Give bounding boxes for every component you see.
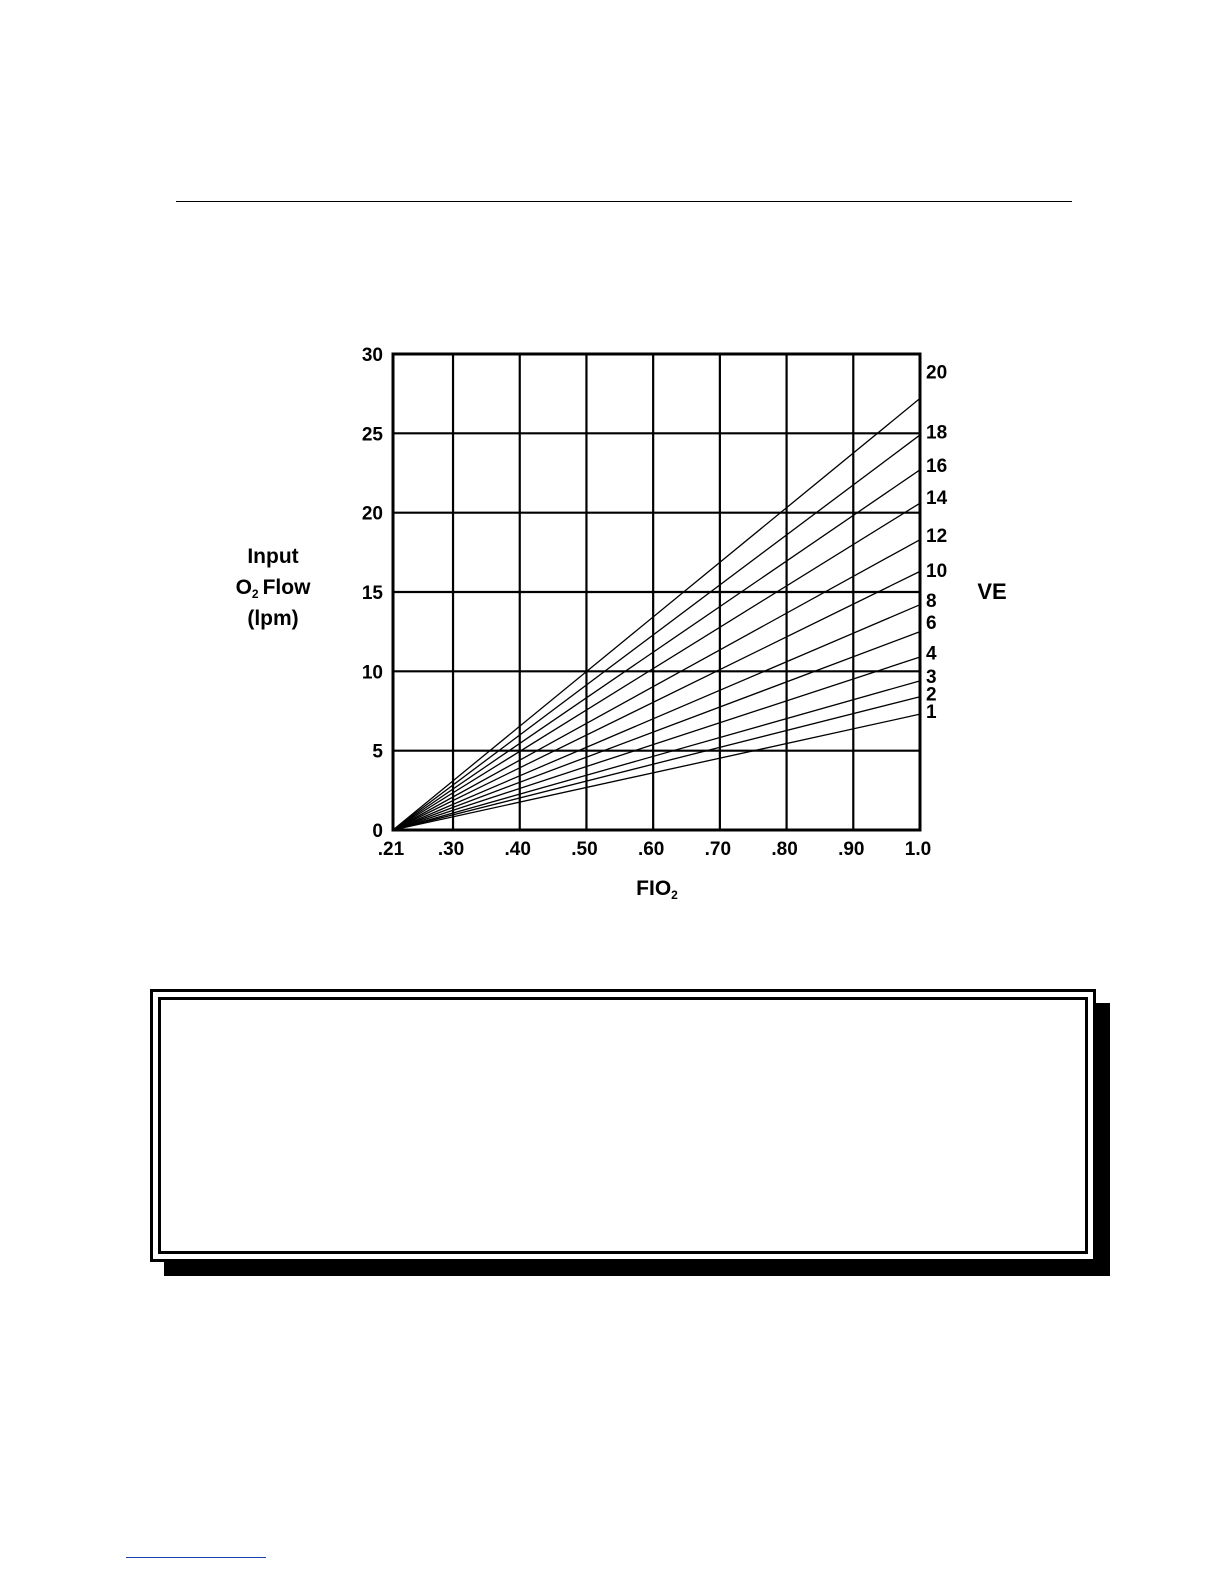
x-tick-label: .50 [571, 839, 598, 860]
series-label-ve-16: 16 [926, 456, 948, 478]
series-line-ve-10 [393, 571, 920, 830]
chart-series [393, 398, 920, 830]
x-tick-label: .60 [637, 839, 665, 860]
series-label-ve-12: 12 [926, 525, 948, 547]
y-axis-label-flow: Flow [262, 576, 311, 599]
y-tick-label: 5 [372, 741, 383, 763]
y-axis-label-line1: Input [247, 545, 299, 568]
series-line-ve-20 [393, 398, 920, 830]
y-axis-label-line2 [236, 576, 312, 601]
y-tick-label: 25 [361, 424, 383, 446]
series-line-ve-6 [393, 632, 920, 830]
y-tick-label: 30 [361, 345, 383, 366]
series-line-ve-1 [393, 714, 920, 830]
series-line-ve-18 [393, 435, 920, 830]
series-label-ve-6: 6 [926, 613, 937, 635]
x-tick-label: .70 [704, 839, 732, 860]
x-axis-label-subscript: 2 [671, 888, 678, 902]
y-tick-label: 0 [372, 821, 383, 842]
series-line-ve-16 [393, 470, 920, 830]
series-line-ve-12 [393, 540, 920, 830]
note-box [150, 989, 1096, 1262]
x-tick-labels [378, 839, 931, 860]
series-line-ve-3 [393, 681, 920, 830]
series-label-ve-4: 4 [926, 643, 937, 665]
y-tick-labels [362, 345, 384, 842]
series-label-ve-2: 2 [926, 684, 937, 706]
x-tick-label: .90 [838, 839, 865, 860]
note-box-inner [158, 997, 1088, 1254]
series-label-ve-20: 20 [926, 362, 948, 384]
chart-grid [393, 354, 920, 830]
x-axis-label-main: FIO [636, 877, 672, 900]
series-label-ve-14: 14 [926, 487, 948, 509]
ve-label: VE [977, 579, 1007, 604]
series-line-ve-14 [393, 503, 920, 830]
x-tick-label: 1.0 [904, 839, 932, 860]
x-tick-label: .80 [771, 839, 798, 860]
x-axis-label [636, 877, 678, 902]
series-label-ve-18: 18 [926, 422, 948, 444]
x-tick-label: .40 [504, 839, 531, 860]
series-label-ve-1: 1 [926, 702, 937, 723]
y-axis-label-line3: (lpm) [247, 607, 299, 630]
series-labels [926, 362, 948, 723]
series-line-ve-4 [393, 657, 920, 830]
footer-link-rule [126, 1557, 266, 1558]
y-axis-label-subscript: 2 [251, 587, 259, 601]
x-tick-label: .21 [377, 839, 405, 860]
y-tick-label: 10 [361, 662, 383, 684]
y-tick-label: 15 [361, 583, 383, 604]
series-label-ve-8: 8 [926, 590, 937, 612]
y-tick-label: 20 [361, 503, 383, 525]
y-axis-label-o: O [235, 576, 252, 599]
x-tick-label: .30 [437, 839, 465, 860]
series-label-ve-10: 10 [926, 560, 948, 582]
series-label-ve-3: 3 [926, 667, 937, 689]
